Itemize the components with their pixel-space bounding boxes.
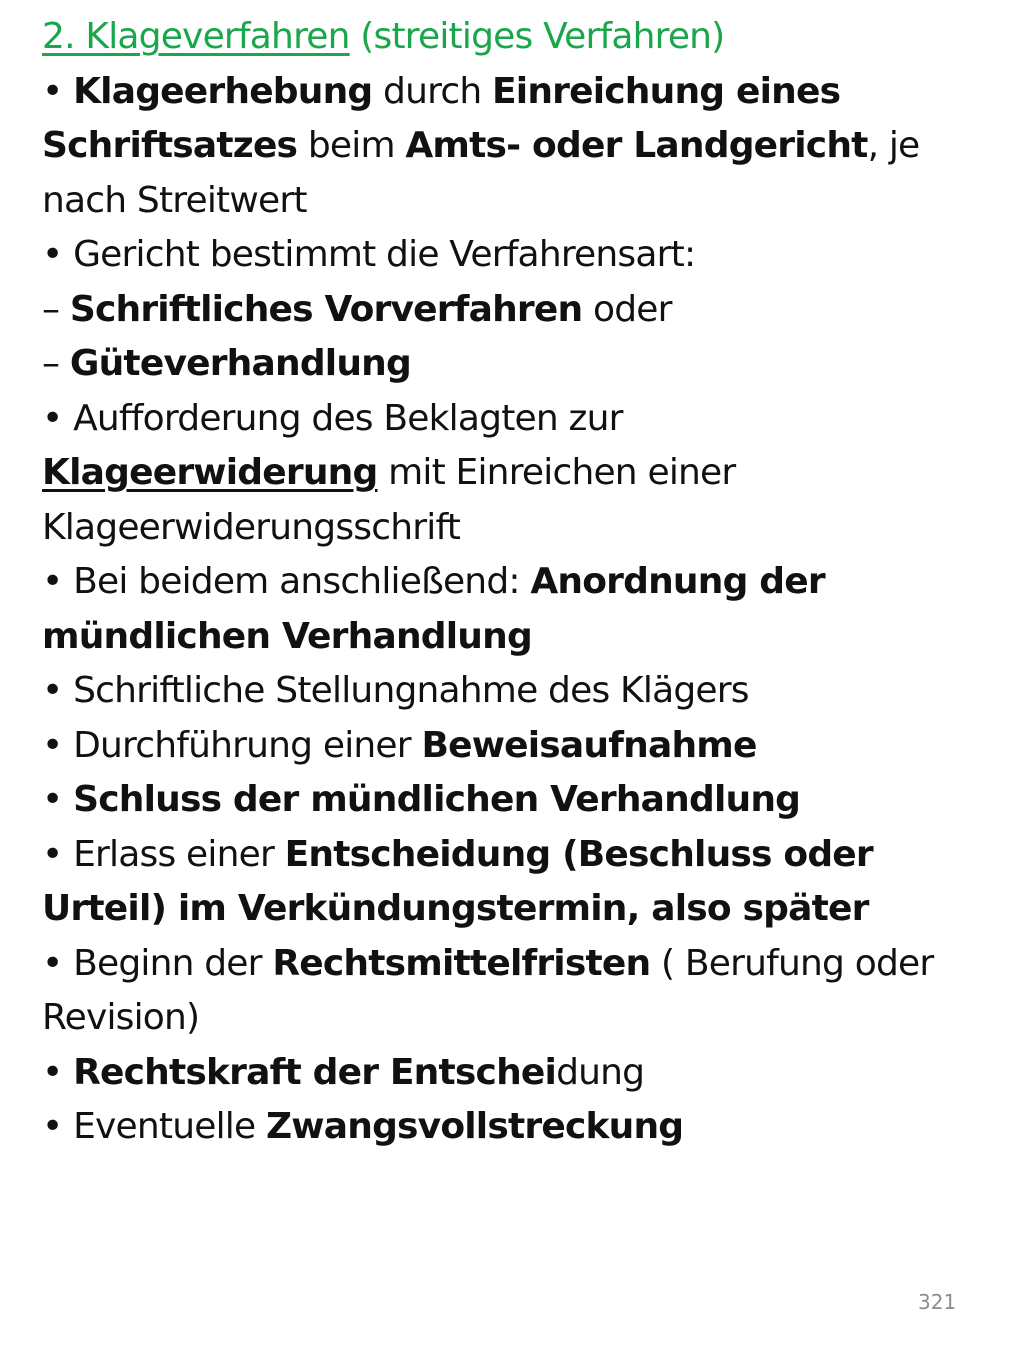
text-segment: mündlichen Verhandlung [42, 615, 532, 657]
text-segment: Schluss der mündlichen Verhandlung [73, 779, 801, 820]
text-segment: • [42, 779, 74, 820]
text-segment: Einreichung eines [491, 70, 841, 112]
text-segment: oder [582, 288, 672, 330]
title-heading: 2. Klageverfahren [42, 16, 350, 57]
bullet-list [42, 65, 1002, 1155]
text-segment: mit Einreichen einer [377, 452, 736, 493]
text-segment: , je [867, 125, 920, 166]
text-segment: • Erlass einer [42, 833, 285, 875]
content-line [42, 501, 1002, 556]
content-line [42, 1046, 1002, 1101]
content-line [42, 773, 1002, 828]
text-segment: Rechtsmittelfristen [272, 942, 651, 984]
text-segment: ( Berufung oder [650, 942, 934, 984]
text-segment: Schriftsatzes [42, 125, 298, 166]
text-segment: Amts- oder Landgericht [405, 125, 868, 166]
content-line [42, 283, 1002, 338]
text-segment: Anordnung der [530, 561, 825, 602]
content-line [42, 937, 1002, 992]
content-line [42, 719, 1002, 774]
content-line [42, 555, 1002, 610]
content-line [42, 392, 1002, 447]
text-segment: dung [556, 1051, 645, 1093]
text-segment: Entscheidung (Beschluss oder [284, 833, 873, 875]
text-segment: Klageerwiderung [42, 452, 378, 493]
content-line [42, 664, 1002, 719]
content-line [42, 1100, 1002, 1155]
content-line [42, 991, 1002, 1046]
content-line [42, 446, 1002, 501]
text-segment: beim [297, 125, 406, 166]
text-segment: Beweisaufnahme [421, 724, 757, 766]
text-segment: • Durchführung einer [42, 724, 422, 766]
text-segment: Klageerwiderungsschrift [42, 506, 461, 548]
text-segment: Urteil) im Verkündungstermin, also später [42, 888, 869, 929]
text-segment: Klageerhebung [73, 70, 373, 112]
text-segment: – [42, 288, 70, 330]
content-line [42, 828, 1002, 883]
text-segment: • Eventuelle [42, 1106, 266, 1147]
text-segment: Revision) [42, 997, 200, 1038]
text-segment: Zwangsvollstreckung [265, 1106, 684, 1147]
slide-number: 321 [918, 1290, 957, 1314]
text-segment: • Schriftliche Stellungnahme des Klägers [42, 670, 749, 711]
content-line [42, 228, 1002, 283]
slide-content [42, 10, 1002, 1155]
text-segment: • Bei beidem anschließend: [42, 561, 531, 602]
title-suffix: (streitiges Verfahren) [349, 16, 725, 57]
text-segment: Schriftliches Vorverfahren [69, 288, 583, 330]
text-segment: nach Streitwert [42, 179, 307, 221]
content-line [42, 882, 1002, 937]
text-segment: • Gericht bestimmt die Verfahrensart: [42, 234, 696, 275]
text-segment: • Beginn der [42, 942, 273, 984]
content-line [42, 610, 1002, 665]
text-segment: • [42, 70, 74, 112]
text-segment: Rechtskraft der Entschei [73, 1051, 557, 1093]
text-segment: • [42, 1051, 74, 1093]
content-line [42, 174, 1002, 229]
text-segment: – [42, 343, 70, 384]
content-line [42, 337, 1002, 392]
slide-title [42, 10, 1002, 65]
text-segment: Güteverhandlung [69, 343, 411, 384]
text-segment: • Aufforderung des Beklagten zur [42, 397, 623, 439]
content-line [42, 119, 1002, 174]
content-line [42, 65, 1002, 120]
text-segment: durch [372, 70, 492, 112]
